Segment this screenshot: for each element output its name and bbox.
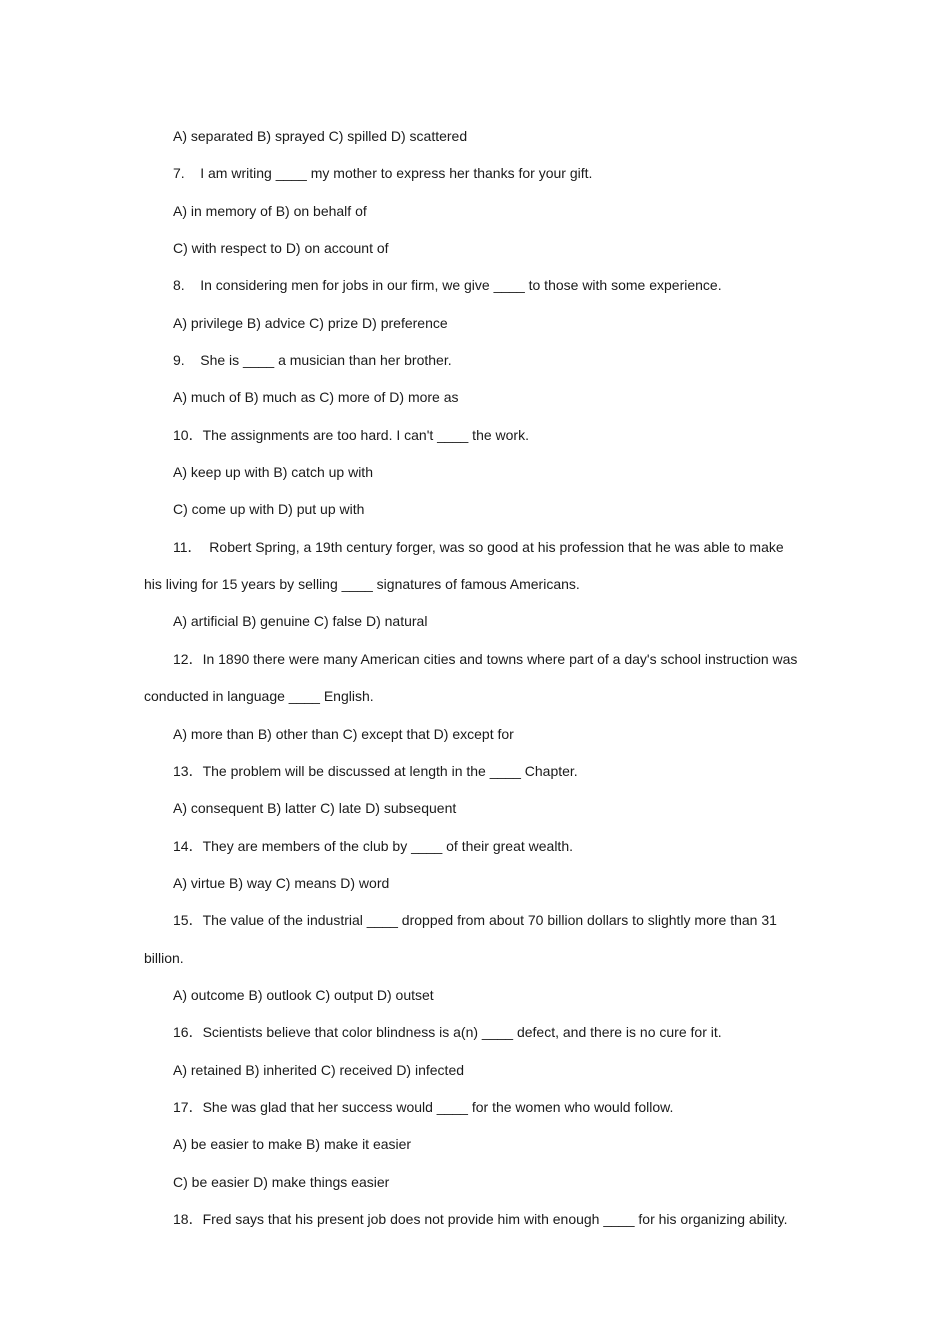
question-14: 14．They are members of the club by ____ of their great wealth. [173,837,573,854]
question-8-options: A) privilege B) advice C) prize D) preference [173,314,448,331]
question-10-options-c-d: C) come up with D) put up with [173,501,365,518]
question-9: 9. She is ____ a musician than her brother. [173,352,452,369]
question-18: 18．Fred says that his present job does not provide him with enough ____ for his organizing ability. [173,1210,788,1227]
question-17-options-a-b: A) be easier to make B) make it easier [173,1136,412,1153]
question-12-continued: conducted in language ____ English. [144,688,374,705]
question-7: 7. I am writing ____ my mother to express her thanks for your gift. [173,165,593,182]
question-11: 11． Robert Spring, a 19th century forger, was so good at his profession that he was able to make [173,538,784,555]
question-13: 13．The problem will be discussed at length in the ____ Chapter. [173,762,578,779]
question-8: 8. In considering men for jobs in our firm, we give ____ to those with some experience. [173,277,722,294]
question-17-options-c-d: C) be easier D) make things easier [173,1173,390,1190]
question-17: 17．She was glad that her success would ____ for the women who would follow. [173,1098,674,1115]
question-10: 10．The assignments are too hard. I can't ____ the work. [173,426,529,443]
question-11-continued: his living for 15 years by selling ____ signatures of famous Americans. [144,576,580,593]
question-16-options: A) retained B) inherited C) received D) infected [173,1061,465,1078]
question-7-options-a-b: A) in memory of B) on behalf of [173,202,367,219]
question-9-options: A) much of B) much as C) more of D) more as [173,389,459,406]
question-15-continued: billion. [144,949,184,966]
question-16: 16．Scientists believe that color blindness is a(n) ____ defect, and there is no cure for it. [173,1024,722,1041]
question-15-options: A) outcome B) outlook C) output D) outset [173,986,434,1003]
question-12: 12．In 1890 there were many American cities and towns where part of a day's school instruction was [173,650,798,667]
question-15: 15．The value of the industrial ____ dropped from about 70 billion dollars to slightly more than 31 [173,912,777,929]
question-7-options-c-d: C) with respect to D) on account of [173,240,389,257]
question-10-options-a-b: A) keep up with B) catch up with [173,464,373,481]
question-11-options: A) artificial B) genuine C) false D) natural [173,613,428,630]
question-12-options: A) more than B) other than C) except that D) except for [173,725,514,742]
question-14-options: A) virtue B) way C) means D) word [173,874,390,891]
text-line: A) separated B) sprayed C) spilled D) scattered [173,128,468,144]
question-13-options: A) consequent B) latter C) late D) subsequent [173,800,457,817]
question-list [144,126,814,1246]
